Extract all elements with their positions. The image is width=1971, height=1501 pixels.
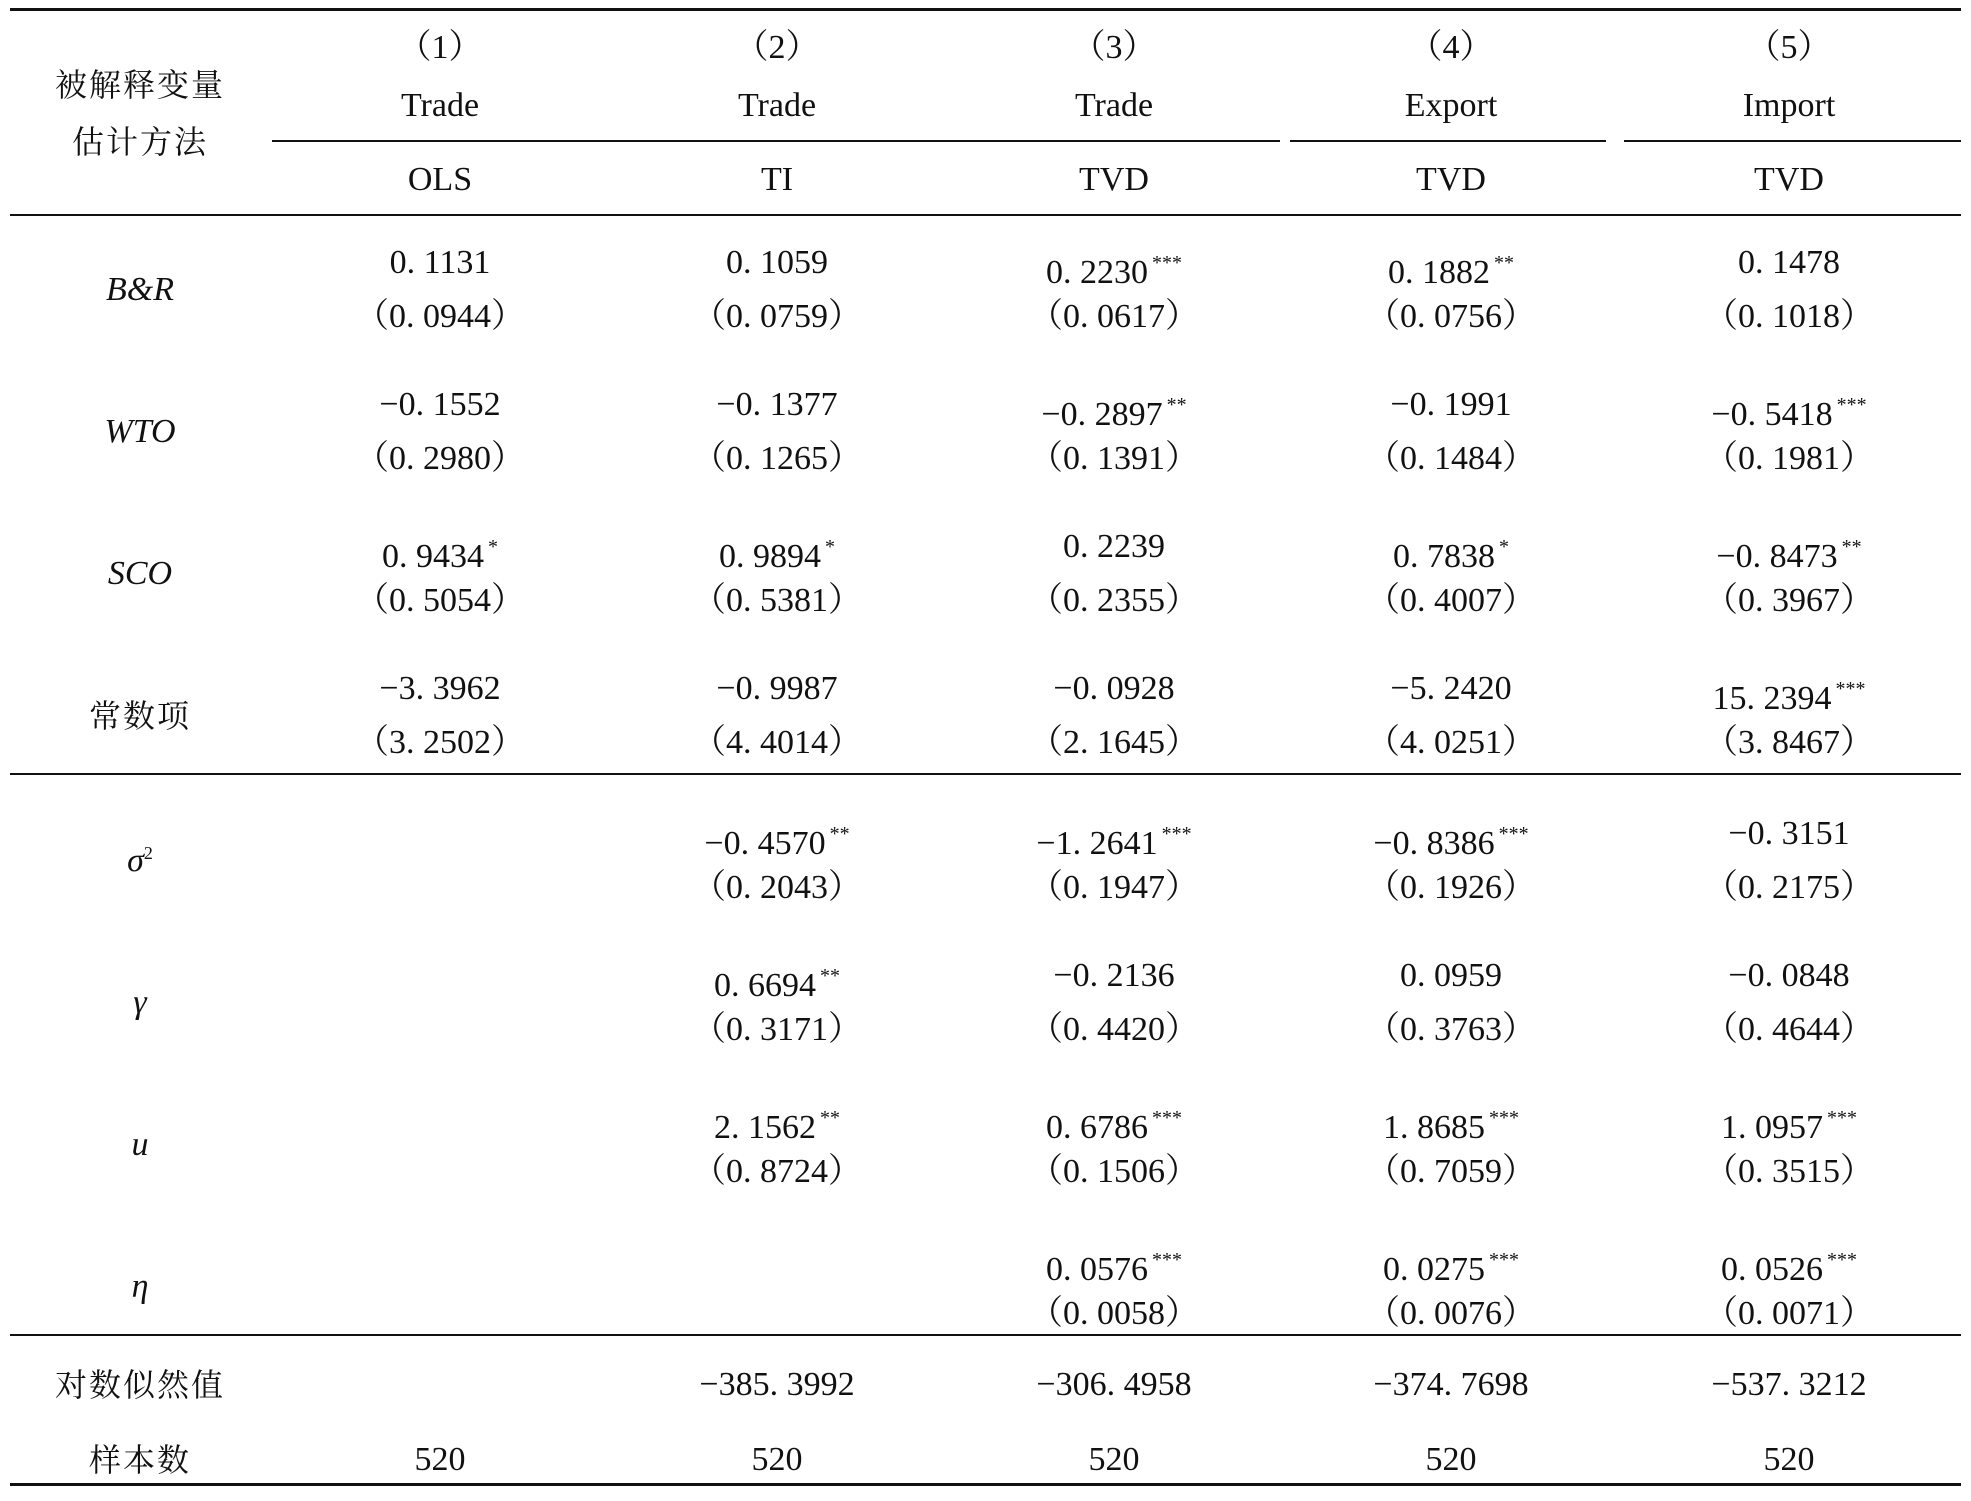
- coefficient-value: −0. 0928: [1053, 670, 1175, 707]
- coef-cell: [1286, 949, 1616, 1057]
- coef-cell: [612, 1091, 942, 1199]
- coefficient-value: 1. 0957: [1721, 1109, 1823, 1146]
- standard-error: （0. 0058）: [1029, 1295, 1199, 1332]
- standard-error: （0. 2175）: [1704, 869, 1874, 906]
- column-method-4: TVD: [1416, 161, 1486, 198]
- row-label-7: u: [131, 1126, 149, 1163]
- standard-error: （0. 0756）: [1366, 298, 1536, 335]
- standard-error: （0. 0759）: [692, 298, 862, 335]
- coefficient-value: 0. 1478: [1738, 244, 1840, 281]
- coef-cell: [949, 949, 1279, 1057]
- coef-cell: [275, 520, 605, 628]
- coefficient-value: −0. 1377: [716, 386, 838, 423]
- coefficient-line: [612, 1091, 942, 1145]
- standard-error: （4. 4014）: [692, 724, 862, 761]
- coef-cell: [275, 236, 605, 344]
- stats-value: 520: [1425, 1441, 1477, 1478]
- coefficient-value: −0. 2897: [1041, 396, 1163, 433]
- coefficient-value: 0. 1882: [1388, 254, 1490, 291]
- coef-cell: [1286, 378, 1616, 486]
- coefficient-line: [612, 236, 942, 290]
- standard-error: （0. 8724）: [692, 1153, 862, 1190]
- coefficient-line: [1286, 949, 1616, 1003]
- coefficient-value: −5. 2420: [1390, 670, 1512, 707]
- column-dependent-5: Import: [1742, 87, 1836, 124]
- standard-error: （0. 1981）: [1704, 440, 1874, 477]
- coefficient-value: 0. 1059: [726, 244, 828, 281]
- stats-label-2: 样本数: [88, 1441, 192, 1479]
- coefficient-value: 15. 2394: [1712, 680, 1832, 717]
- standard-error: （0. 3515）: [1704, 1153, 1874, 1190]
- coefficient-value: −0. 9987: [716, 670, 838, 707]
- column-dependent-2: Trade: [737, 87, 817, 124]
- column-dependent-1: Trade: [400, 87, 480, 124]
- coefficient-line: [949, 807, 1279, 861]
- standard-error: （0. 0944）: [355, 298, 525, 335]
- significance-stars: **: [1841, 536, 1862, 558]
- coefficient-value: 0. 9894: [719, 538, 821, 575]
- significance-stars: ***: [1161, 823, 1192, 845]
- significance-stars: **: [820, 1107, 840, 1129]
- coef-cell: [1624, 378, 1954, 486]
- coefficient-line: [612, 949, 942, 1003]
- coefficient-line: [1286, 236, 1616, 290]
- coef-cell: [949, 807, 1279, 915]
- coefficient-line: [949, 1091, 1279, 1145]
- coefficient-value: 1. 8685: [1383, 1109, 1485, 1146]
- significance-stars: ***: [1489, 1107, 1519, 1129]
- row-label-8: η: [131, 1268, 149, 1305]
- coef-cell: [612, 378, 942, 486]
- stats-value: 520: [1763, 1441, 1815, 1478]
- coefficient-line: [949, 1233, 1279, 1287]
- standard-error: （0. 4007）: [1366, 582, 1536, 619]
- significance-stars: ***: [1498, 823, 1529, 845]
- standard-error: （0. 1926）: [1366, 869, 1536, 906]
- standard-error: （0. 3171）: [692, 1011, 862, 1048]
- coef-cell: [949, 378, 1279, 486]
- coefficient-value: −3. 3962: [379, 670, 501, 707]
- bottom-rule: [10, 1483, 1961, 1486]
- coef-cell: [612, 236, 942, 344]
- standard-error: （0. 5381）: [692, 582, 862, 619]
- coefficient-line: [1624, 662, 1954, 716]
- header-estimation-method-label: 估计方法: [71, 123, 209, 161]
- top-rule: [10, 8, 1961, 11]
- coefficient-line: [612, 662, 942, 716]
- row-label-2: WTO: [104, 413, 176, 450]
- coefficient-line: [1624, 520, 1954, 574]
- standard-error: （2. 1645）: [1029, 724, 1199, 761]
- significance-stars: ***: [1836, 394, 1867, 416]
- significance-stars: ***: [1152, 252, 1182, 274]
- coefficient-value: −0. 1991: [1390, 386, 1512, 423]
- coef-cell: [949, 1091, 1279, 1199]
- coef-cell: [1624, 236, 1954, 344]
- header-subrule-1-3: [272, 140, 1280, 142]
- coefficient-line: [612, 807, 942, 861]
- stats-value: −385. 3992: [699, 1366, 855, 1403]
- standard-error: （0. 1018）: [1704, 298, 1874, 335]
- significance-stars: **: [1166, 394, 1187, 416]
- stats-value: −537. 3212: [1711, 1366, 1867, 1403]
- coef-cell: [1624, 662, 1954, 770]
- stats-value: −374. 7698: [1373, 1366, 1529, 1403]
- coefficient-line: [1624, 378, 1954, 432]
- coef-cell: [949, 1233, 1279, 1341]
- header-dependent-variable-label: 被解释变量: [54, 66, 226, 104]
- coef-cell: [275, 662, 605, 770]
- coefficient-line: [275, 236, 605, 290]
- coefficient-value: 0. 9434: [382, 538, 484, 575]
- coefficient-value: 0. 6694: [714, 967, 816, 1004]
- row-label-1: B&R: [106, 271, 174, 308]
- row-label-6: γ: [133, 984, 147, 1021]
- standard-error: （0. 1484）: [1366, 440, 1536, 477]
- significance-stars: ***: [1835, 678, 1866, 700]
- header-subrule-5: [1624, 140, 1961, 142]
- stats-value: 520: [414, 1441, 466, 1478]
- coefficient-value: −1. 2641: [1036, 825, 1158, 862]
- significance-stars: *: [488, 536, 498, 558]
- coefficient-line: [275, 378, 605, 432]
- coefficient-value: 0. 0275: [1383, 1251, 1485, 1288]
- coefficient-value: −0. 8386: [1373, 825, 1495, 862]
- coefficient-line: [612, 520, 942, 574]
- coefficient-line: [1624, 1091, 1954, 1145]
- coef-cell: [1286, 807, 1616, 915]
- significance-stars: *: [1499, 536, 1509, 558]
- coefficient-value: 0. 0526: [1721, 1251, 1823, 1288]
- column-number-3: （3）: [1071, 29, 1157, 66]
- significance-stars: **: [820, 965, 840, 987]
- coef-cell: [1624, 1233, 1954, 1341]
- standard-error: （0. 3763）: [1366, 1011, 1536, 1048]
- coef-cell: [612, 807, 942, 915]
- coefficient-line: [949, 520, 1279, 574]
- coef-cell: [1286, 662, 1616, 770]
- coef-cell: [949, 662, 1279, 770]
- stats-value: 520: [1088, 1441, 1140, 1478]
- coefficient-value: −0. 3151: [1728, 815, 1850, 852]
- significance-stars: ***: [1152, 1107, 1182, 1129]
- standard-error: （0. 2980）: [355, 440, 525, 477]
- stats-value: 520: [751, 1441, 803, 1478]
- coefficient-line: [1286, 1233, 1616, 1287]
- row-label-3: SCO: [107, 555, 173, 592]
- header-bottom-rule: [10, 214, 1961, 216]
- row-label-4: 常数项: [88, 697, 192, 735]
- coef-cell: [1624, 1091, 1954, 1199]
- coefficient-value: −0. 1552: [379, 386, 501, 423]
- standard-error: （0. 7059）: [1366, 1153, 1536, 1190]
- coefficient-line: [275, 662, 605, 716]
- standard-error: （0. 4420）: [1029, 1011, 1199, 1048]
- significance-stars: ***: [1489, 1249, 1519, 1271]
- coefficient-line: [1286, 378, 1616, 432]
- coefficient-value: 0. 0576: [1046, 1251, 1148, 1288]
- coefficient-value: 0. 0959: [1400, 957, 1502, 994]
- coefficient-line: [1286, 807, 1616, 861]
- standard-error: （0. 1947）: [1029, 869, 1199, 906]
- coef-cell: [612, 662, 942, 770]
- standard-error: （0. 3967）: [1704, 582, 1874, 619]
- coef-cell: [949, 236, 1279, 344]
- standard-error: （0. 0076）: [1366, 1295, 1536, 1332]
- standard-error: （0. 0071）: [1704, 1295, 1874, 1332]
- significance-stars: ***: [1827, 1107, 1857, 1129]
- column-method-5: TVD: [1754, 161, 1824, 198]
- coefficient-value: −0. 2136: [1053, 957, 1175, 994]
- coefficient-line: [949, 662, 1279, 716]
- coef-cell: [612, 949, 942, 1057]
- coef-cell: [1286, 1233, 1616, 1341]
- column-method-2: TI: [760, 161, 794, 198]
- significance-stars: **: [829, 823, 850, 845]
- coefficient-line: [949, 378, 1279, 432]
- coefficient-line: [949, 236, 1279, 290]
- coefficient-value: −0. 8473: [1716, 538, 1838, 575]
- stats-label-1: 对数似然值: [54, 1366, 226, 1404]
- coefficient-value: −0. 5418: [1711, 396, 1833, 433]
- coef-cell: [949, 520, 1279, 628]
- coef-cell: [275, 378, 605, 486]
- coefficient-value: 0. 7838: [1393, 538, 1495, 575]
- standard-error: （3. 2502）: [355, 724, 525, 761]
- header-subrule-4: [1290, 140, 1606, 142]
- section-rule: [10, 773, 1961, 775]
- column-number-2: （2）: [734, 29, 820, 66]
- column-dependent-4: Export: [1404, 87, 1498, 124]
- coef-cell: [612, 520, 942, 628]
- significance-stars: *: [825, 536, 835, 558]
- standard-error: （0. 1506）: [1029, 1153, 1199, 1190]
- significance-stars: **: [1494, 252, 1514, 274]
- coefficient-value: −0. 0848: [1728, 957, 1850, 994]
- column-method-3: TVD: [1079, 161, 1149, 198]
- coefficient-value: 0. 2239: [1063, 528, 1165, 565]
- coefficient-value: 2. 1562: [714, 1109, 816, 1146]
- standard-error: （3. 8467）: [1704, 724, 1874, 761]
- coef-cell: [1286, 520, 1616, 628]
- standard-error: （0. 0617）: [1029, 298, 1199, 335]
- coefficient-line: [1624, 807, 1954, 861]
- coefficient-value: −0. 4570: [704, 825, 826, 862]
- coefficient-line: [1624, 949, 1954, 1003]
- row-label-superscript: 2: [143, 842, 153, 863]
- column-number-1: （1）: [397, 29, 483, 66]
- coefficient-line: [612, 378, 942, 432]
- standard-error: （4. 0251）: [1366, 724, 1536, 761]
- coefficient-line: [1286, 662, 1616, 716]
- column-dependent-3: Trade: [1074, 87, 1154, 124]
- coef-cell: [1624, 949, 1954, 1057]
- column-number-5: （5）: [1746, 29, 1832, 66]
- coef-cell: [1624, 520, 1954, 628]
- column-number-4: （4）: [1408, 29, 1494, 66]
- coefficient-line: [1624, 1233, 1954, 1287]
- standard-error: （0. 2043）: [692, 869, 862, 906]
- coefficient-line: [1286, 520, 1616, 574]
- standard-error: （0. 1265）: [692, 440, 862, 477]
- row-label-5: $\sigma^2$: [127, 842, 153, 880]
- coefficient-line: [275, 520, 605, 574]
- standard-error: （0. 1391）: [1029, 440, 1199, 477]
- coef-cell: [1624, 807, 1954, 915]
- coefficient-value: 0. 6786: [1046, 1109, 1148, 1146]
- significance-stars: ***: [1152, 1249, 1182, 1271]
- coefficient-line: [1286, 1091, 1616, 1145]
- column-method-1: OLS: [407, 161, 473, 198]
- coef-cell: [1286, 236, 1616, 344]
- standard-error: （0. 5054）: [355, 582, 525, 619]
- standard-error: （0. 4644）: [1704, 1011, 1874, 1048]
- coef-cell: [1286, 1091, 1616, 1199]
- coefficient-line: [949, 949, 1279, 1003]
- significance-stars: ***: [1827, 1249, 1857, 1271]
- standard-error: （0. 2355）: [1029, 582, 1199, 619]
- coefficient-line: [1624, 236, 1954, 290]
- coefficient-value: 0. 2230: [1046, 254, 1148, 291]
- coefficient-value: 0. 1131: [389, 244, 491, 281]
- stats-value: −306. 4958: [1036, 1366, 1192, 1403]
